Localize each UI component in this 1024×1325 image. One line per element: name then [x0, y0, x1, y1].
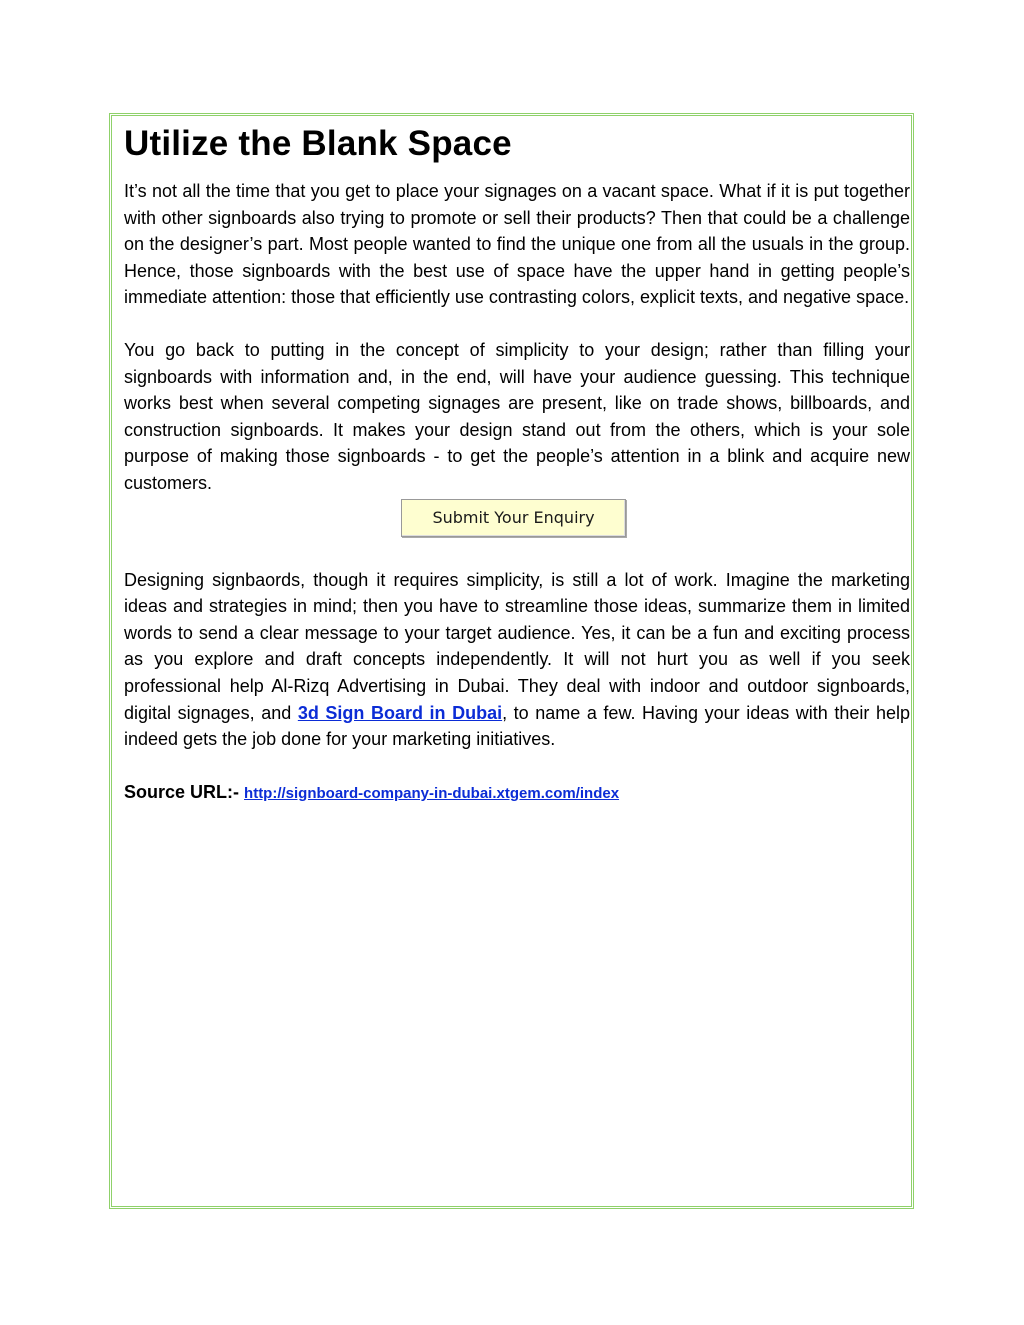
paragraph-designing-tail: , to name a few. Having your ideas with their help indeed gets the job done for your marketing initiatives.: [124, 702, 910, 750]
enquiry-button-row: [124, 499, 910, 541]
article: [124, 123, 910, 807]
content-frame: [109, 113, 914, 1209]
paragraph-simplicity: You go back to putting in the concept of simplicity to your design; rather than filling your signboards with information and, in the end, will have your audience guessing. This technique works best when several competing signages are present, like on trade shows, billboards, and construction signboards. It makes your design stand out from the others, which is your sole purpose of making those signboards - to get the people’s attention in a blink and acquire new customers.: [124, 339, 910, 493]
paragraph-designing: [124, 567, 910, 753]
submit-enquiry-button[interactable]: Submit Your Enquiry: [401, 499, 626, 537]
paragraph-designing-text: Designing signbaords, though it requires simplicity, is still a lot of work. Imagine the marketing ideas and strategies in mind; then you have to streamline those ideas, summarize them in limited words to send a clear message to your target audience. Yes, it can be a fun and exciting process as you explore and draft concepts independently. It will not hurt you as well if you seek professional help Al-Rizq Advertising in Dubai. They deal with indoor and outdoor signboards, digital signages, and: [124, 569, 910, 723]
source-label: Source URL:-: [124, 781, 240, 802]
source-url-link[interactable]: http://signboard-company-in-dubai.xtgem.com/index: [244, 784, 620, 802]
paragraph-intro: It’s not all the time that you get to place your signages on a vacant space. What if it is put together with other signboards also trying to promote or sell their products? Then that could be a challenge on the designer’s part. Most people wanted to find the unique one from all the usuals in the group. Hence, those signboards with the best use of space have the upper hand in getting people’s immediate attention: those that efficiently use contrasting colors, explicit texts, and negative space.: [124, 181, 910, 308]
source-line: [124, 779, 910, 807]
3d-sign-board-link[interactable]: 3d Sign Board in Dubai: [297, 702, 503, 723]
page-title: Utilize the Blank Space: [124, 124, 512, 163]
